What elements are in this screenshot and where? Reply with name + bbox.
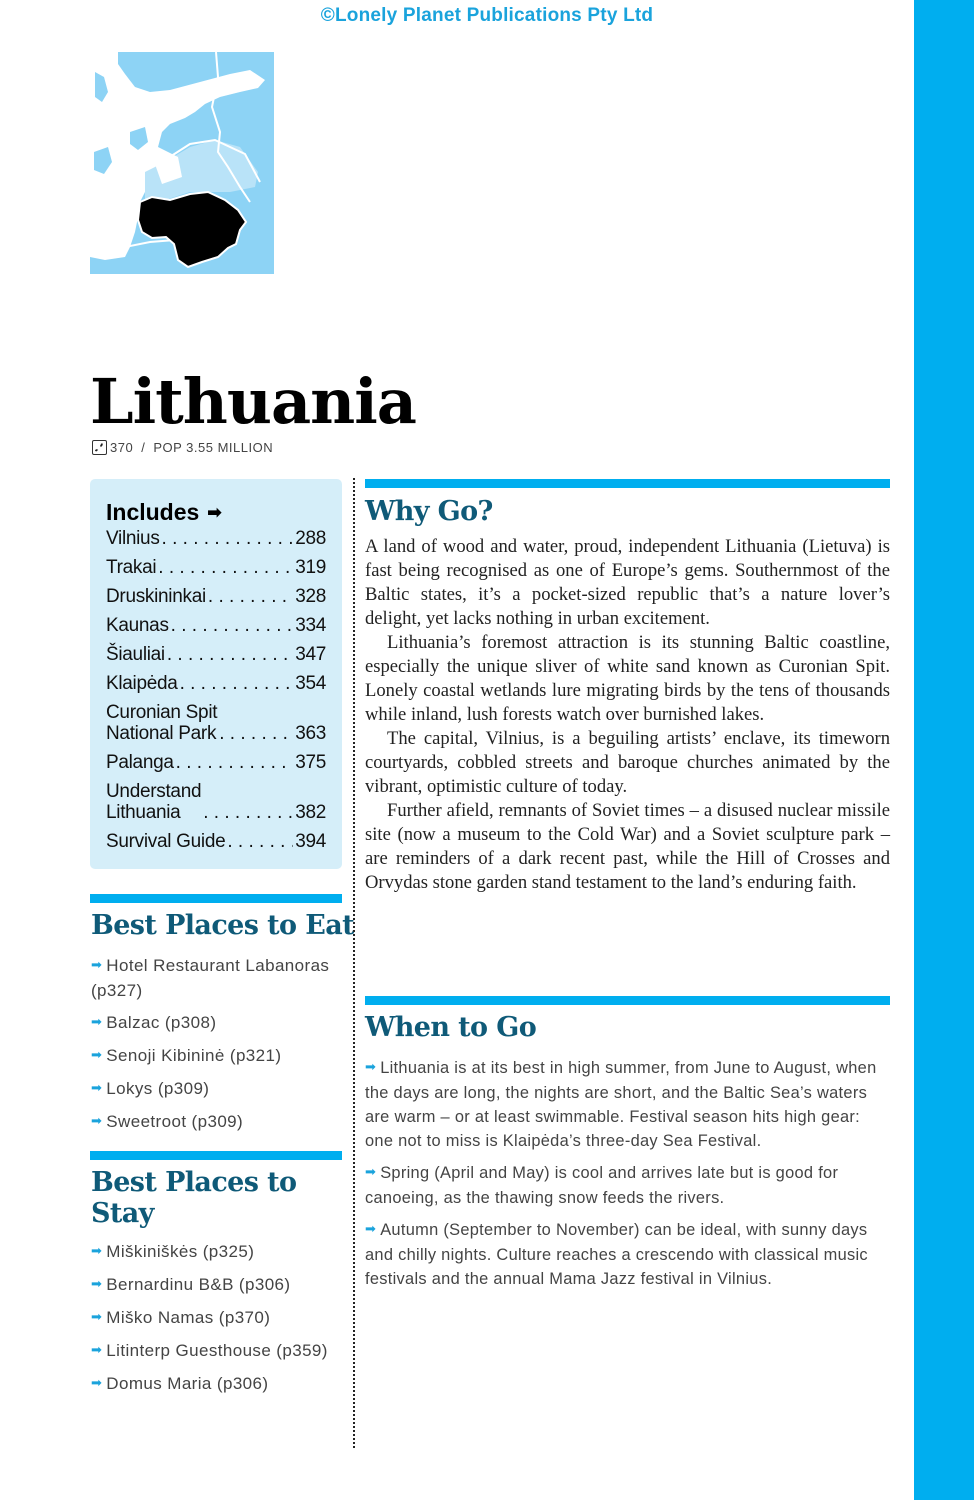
why-go-heading: Why Go? [365,496,493,527]
why-go-paragraph: The capital, Vilnius, is a beguiling artists’ enclave, its timeworn courtyards, cobbled streets and baroque churches animated by the vibrant, optimistic culture of today. [365,728,890,797]
includes-item-page: 354 [295,673,326,694]
includes-item-name: Palanga [106,752,174,773]
when-to-go-body [365,1056,890,1299]
stay-rule [90,1151,342,1160]
copyright-notice [0,5,974,27]
includes-heading [106,499,326,526]
includes-item-name: Survival Guide [106,831,226,852]
arrow-bullet-icon: ➡ [91,1309,103,1324]
when-to-go-item [365,1218,890,1291]
includes-box [90,479,342,869]
eat-list-item-text: Hotel Restaurant Labanoras (p327) [91,956,330,1000]
why-go-rule [365,479,890,488]
includes-item[interactable] [106,586,326,607]
when-to-go-rule [365,996,890,1005]
includes-item-page: 394 [295,831,326,852]
eat-list-item-text: Balzac (p308) [106,1013,217,1032]
includes-item-page: 375 [295,752,326,773]
eat-list [91,954,341,1143]
includes-item-name: Trakai [106,557,157,578]
includes-item[interactable] [106,831,326,852]
includes-item-name: Vilnius [106,528,160,549]
arrow-bullet-icon: ➡ [91,1243,103,1258]
arrow-bullet-icon: ➡ [91,1047,103,1062]
includes-item-name: Understand Lithuania [106,781,202,823]
eat-heading: Best Places to Eat [91,910,354,941]
dot-leader [162,528,294,549]
includes-title: Includes [106,499,200,525]
why-go-body [365,535,890,895]
locator-map-icon [90,52,274,274]
stay-list-item-text: Litinterp Guesthouse (p359) [106,1341,328,1360]
stay-list-item-text: Bernardinu B&B (p306) [106,1275,291,1294]
dot-leader [180,673,294,694]
page-title: Lithuania [90,365,416,438]
includes-item[interactable] [106,673,326,694]
arrow-right-icon: ➡ [207,502,222,522]
stay-heading: Best Places to Stay [91,1167,297,1229]
dot-leader [176,752,294,773]
includes-item-name: Kaunas [106,615,169,636]
arrow-bullet-icon: ➡ [91,1080,103,1095]
when-to-go-item [365,1161,890,1210]
arrow-bullet-icon: ➡ [91,1375,103,1390]
stay-list-item [91,1240,341,1265]
eat-list-item-text: Senoji Kibininė (p321) [106,1046,282,1065]
eat-list-item [91,954,341,1003]
chapter-side-strip [914,0,974,1500]
eat-list-item [91,1011,341,1036]
includes-item-page: 347 [295,644,326,665]
why-go-paragraph: Further afield, remnants of Soviet times – a disused nuclear missile site (now a museum to the Cold War) and a Soviet sculpture park – are reminders of a dark recent past, while the Hill of Crosses and Orvydas stone garden stand testament to the land’s enduring faith. [365,800,890,893]
arrow-bullet-icon: ➡ [91,1113,103,1128]
includes-item[interactable] [106,528,326,549]
column-divider [353,478,355,1448]
arrow-bullet-icon: ➡ [365,1221,377,1236]
dot-leader [167,644,293,665]
population: POP 3.55 MILLION [153,440,274,455]
telephone-icon [92,440,107,455]
includes-item[interactable] [106,615,326,636]
stay-list-item [91,1339,341,1364]
includes-item[interactable] [106,644,326,665]
includes-item-page: 328 [295,586,326,607]
eat-list-item-text: Lokys (p309) [106,1079,210,1098]
stay-list-item [91,1372,341,1397]
arrow-bullet-icon: ➡ [91,957,103,972]
includes-item[interactable] [106,781,326,823]
eat-rule [90,894,342,903]
stay-list-item [91,1306,341,1331]
when-to-go-text: Spring (April and May) is cool and arrives late but is good for canoeing, as the thawing snow feeds the rivers. [365,1164,839,1207]
eat-list-item [91,1044,341,1069]
dot-leader [158,557,293,578]
dot-leader [171,615,294,636]
arrow-bullet-icon: ➡ [365,1164,377,1179]
includes-item[interactable] [106,752,326,773]
why-go-paragraph: Lithuania’s foremost attraction is its stunning Baltic coastline, especially the unique sliver of white sand known as Curonian Spit. Lonely coastal wetlands lure migrating birds by the tens of thousands while inland, lush forests watch over burnished lakes. [365,632,890,725]
includes-item[interactable] [106,557,326,578]
stay-list-item-text: Miškiniškės (p325) [106,1242,255,1261]
arrow-bullet-icon: ➡ [365,1059,377,1074]
eat-list-item [91,1110,341,1135]
country-facts [92,440,273,455]
includes-item-page: 319 [295,557,326,578]
facts-separator: / [141,440,146,455]
when-to-go-text: Autumn (September to November) can be ideal, with sunny days and chilly nights. Culture reaches a crescendo with classical music festivals and the annual Mama Jazz festival in Vilnius. [365,1221,868,1288]
includes-item-page: 382 [295,802,326,823]
includes-item-name: Curonian Spit National Park [106,702,218,744]
includes-item[interactable] [106,702,326,744]
dot-leader [208,586,293,607]
when-to-go-heading: When to Go [365,1012,537,1043]
arrow-bullet-icon: ➡ [91,1342,103,1357]
arrow-bullet-icon: ➡ [91,1276,103,1291]
dot-leader [203,802,293,823]
stay-list-item-text: Miško Namas (p370) [106,1308,271,1327]
dial-code: 370 [110,440,134,455]
copyright-text: ©Lonely Planet Publications Pty Ltd [320,5,654,26]
includes-item-page: 334 [295,615,326,636]
stay-list-item-text: Domus Maria (p306) [106,1374,269,1393]
stay-list-item [91,1273,341,1298]
includes-item-name: Druskininkai [106,586,206,607]
includes-item-name: Šiauliai [106,644,165,665]
includes-item-page: 363 [295,723,326,744]
arrow-bullet-icon: ➡ [91,1014,103,1029]
when-to-go-item [365,1056,890,1153]
eat-list-item-text: Sweetroot (p309) [106,1112,244,1131]
stay-list [91,1240,341,1405]
when-to-go-text: Lithuania is at its best in high summer, from June to August, when the days are long, the nights are short, and the Baltic Sea’s waters are warm – or at least swimmable. Festival season hits high gear: one not to miss is Klaipėda’s three-day Sea Festival. [365,1059,877,1150]
includes-item-name: Klaipėda [106,673,178,694]
dot-leader [227,831,293,852]
dot-leader [219,723,293,744]
why-go-paragraph: A land of wood and water, proud, independent Lithuania (Lietuva) is fast being recognised as one of Europe’s gems. Southernmost of the Baltic states, it’s a pocket-sized republic that’s a nature lover’s delight, yet lacks nothing in urban excitement. [365,536,890,629]
eat-list-item [91,1077,341,1102]
includes-item-page: 288 [295,528,326,549]
includes-list [106,528,326,852]
